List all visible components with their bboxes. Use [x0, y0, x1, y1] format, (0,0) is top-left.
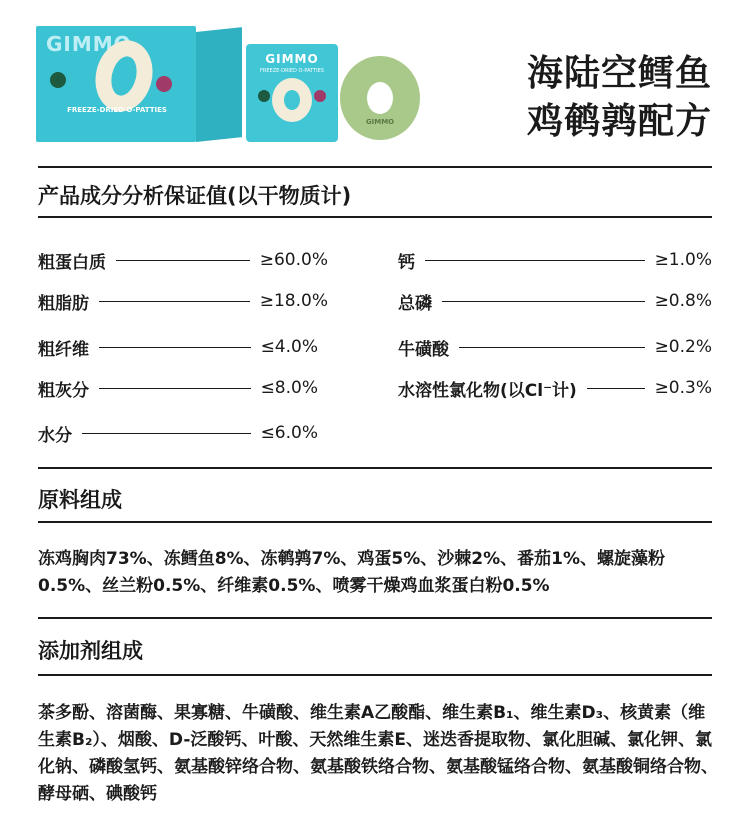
nutrient-value: ≤8.0%: [260, 378, 318, 398]
nutrient-value: ≥60.0%: [259, 250, 328, 270]
nutrient-name: 粗纤维: [38, 339, 89, 360]
bag-logo: GIMMO: [265, 52, 319, 66]
bag-ring-graphic: [272, 78, 312, 122]
patty-hole: [367, 82, 393, 114]
leader-line: [459, 347, 645, 348]
nutrient-row: [38, 420, 318, 446]
leader-line: [99, 347, 251, 348]
nutrient-name: 钙: [398, 252, 415, 273]
patty-logo: GIMMO: [365, 118, 395, 126]
divider: [38, 617, 712, 619]
product-headline: [527, 50, 712, 146]
box-side: [196, 27, 242, 142]
nutrient-row: [38, 375, 318, 401]
nutrient-row: [38, 288, 328, 314]
nutrient-row: [398, 247, 712, 273]
additives-title: 添加剂组成: [38, 639, 143, 663]
leader-line: [82, 433, 251, 434]
leader-line: [116, 260, 250, 261]
nutrient-row: [38, 334, 318, 360]
nutrient-value: ≥1.0%: [654, 250, 712, 270]
leader-line: [442, 301, 645, 302]
divider: [38, 166, 712, 168]
badge-icon: [258, 90, 270, 102]
analysis-title: 产品成分分析保证值(以干物质计): [38, 184, 352, 208]
divider: [38, 216, 712, 218]
ingredients-title: 原料组成: [38, 488, 122, 512]
headline-line-1: 海陆空鳕鱼: [526, 53, 712, 94]
product-box-image: [36, 26, 242, 142]
box-front: [36, 26, 196, 142]
product-hero: [0, 0, 750, 160]
nutrient-name: 牛磺酸: [398, 339, 449, 360]
badge-icon: [50, 72, 66, 88]
nutrient-name: 粗脂肪: [38, 293, 89, 314]
leader-line: [99, 388, 251, 389]
ingredients-text: 冻鸡胸肉73%、冻鳕鱼8%、冻鹌鹑7%、鸡蛋5%、沙棘2%、番茄1%、螺旋藻粉0.5%、丝兰粉0.5%、纤维素0.5%、喷雾干燥鸡血浆蛋白粉0.5%: [38, 549, 665, 596]
additives-text: 茶多酚、溶菌酶、果寡糖、牛磺酸、维生素A乙酸酯、维生素B₁、维生素D₃、核黄素（维生素B₂）、烟酸、D-泛酸钙、叶酸、天然维生素E、迷迭香提取物、氯化胆碱、氯化钾、氯化钠、磷酸氢钙、氨基酸锌络合物、氨基酸铁络合物、氨基酸锰络合物、氨基酸铜络合物、酵母硒、碘酸钙: [38, 703, 718, 804]
nutrient-name: 粗蛋白质: [38, 252, 106, 273]
nutrient-row: [398, 334, 712, 360]
nutrient-name: 粗灰分: [38, 380, 89, 401]
nutrient-name: 总磷: [398, 293, 432, 314]
nutrient-name: 水溶性氯化物(以Cl⁻计): [398, 380, 577, 401]
box-logo: GIMMO: [46, 32, 132, 56]
nutrient-row: [398, 375, 712, 401]
divider: [38, 674, 712, 676]
nutrient-value: ≥0.8%: [654, 291, 712, 311]
nutrient-value: ≤4.0%: [260, 337, 318, 357]
divider: [38, 521, 712, 523]
badge-icon: [314, 90, 326, 102]
leader-line: [99, 301, 250, 302]
nutrient-row: [398, 288, 712, 314]
nutrient-name: 水分: [38, 425, 72, 446]
leader-line: [587, 388, 645, 389]
nutrient-value: ≤6.0%: [260, 423, 318, 443]
headline-line-2: 鸡鹌鹑配方: [526, 101, 712, 142]
divider: [38, 467, 712, 469]
badge-icon: [156, 76, 172, 92]
box-caption: FREEZE-DRIED O-PATTIES: [67, 106, 167, 114]
product-bag-image: [246, 44, 338, 142]
bag-subtitle: FREEZE-DRIED O-PATTIES: [260, 68, 324, 74]
nutrient-row: [38, 247, 328, 273]
nutrient-value: ≥0.3%: [654, 378, 712, 398]
nutrient-value: ≥0.2%: [654, 337, 712, 357]
leader-line: [425, 260, 645, 261]
o-patty-image: [340, 56, 420, 140]
nutrient-value: ≥18.0%: [259, 291, 328, 311]
